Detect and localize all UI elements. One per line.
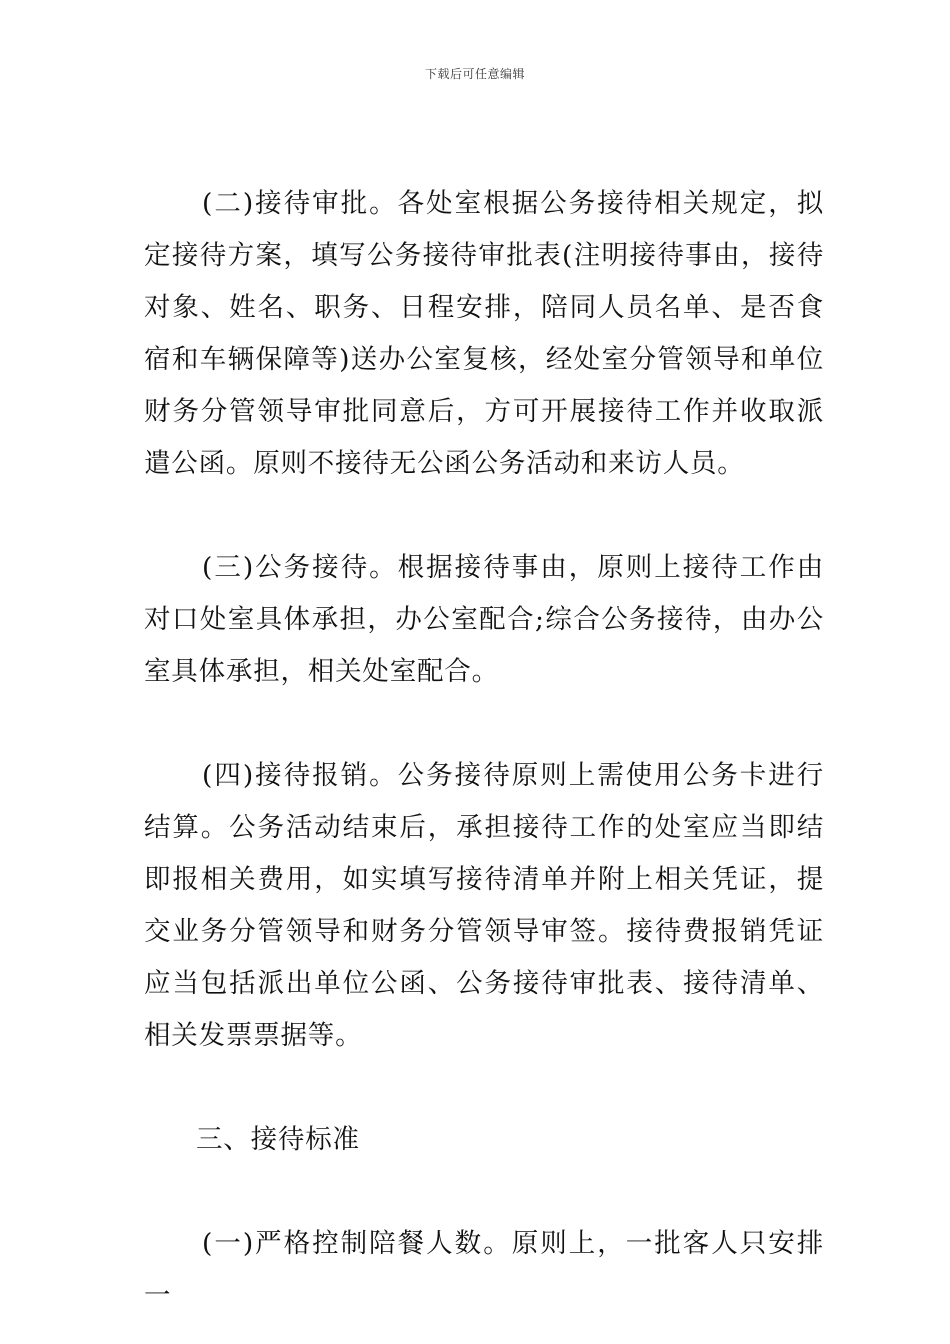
document-body — [144, 178, 824, 1322]
section-heading-standards: 三、接待标准 — [196, 1124, 360, 1155]
paragraph-meal-limit: (一)严格控制陪餐人数。原则上，一批客人只安排一 — [144, 1228, 824, 1311]
page-header-note: 下载后可任意编辑 — [424, 67, 525, 81]
paragraph-reimbursement: (四)接待报销。公务接待原则上需使用公务卡进行结算。公务活动结束后，承担接待工作的处室应当即结即报相关费用，如实填写接待清单并附上相关凭证，提交业务分管领导和财务分管领导审签。接待费报销凭证应当包括派出单位公函、公务接待审批表、接待清单、相关发票票据等。 — [144, 760, 824, 1051]
paragraph-reception: (三)公务接待。根据接待事由，原则上接待工作由对口处室具体承担，办公室配合;综合公务接待，由办公室具体承担，相关处室配合。 — [144, 552, 824, 687]
paragraph-approval: (二)接待审批。各处室根据公务接待相关规定，拟定接待方案，填写公务接待审批表(注明接待事由，接待对象、姓名、职务、日程安排，陪同人员名单、是否食宿和车辆保障等)送办公室复核，经处室分管领导和单位财务分管领导审批同意后，方可开展接待工作并收取派遣公函。原则不接待无公函公务活动和来访人员。 — [144, 188, 824, 479]
